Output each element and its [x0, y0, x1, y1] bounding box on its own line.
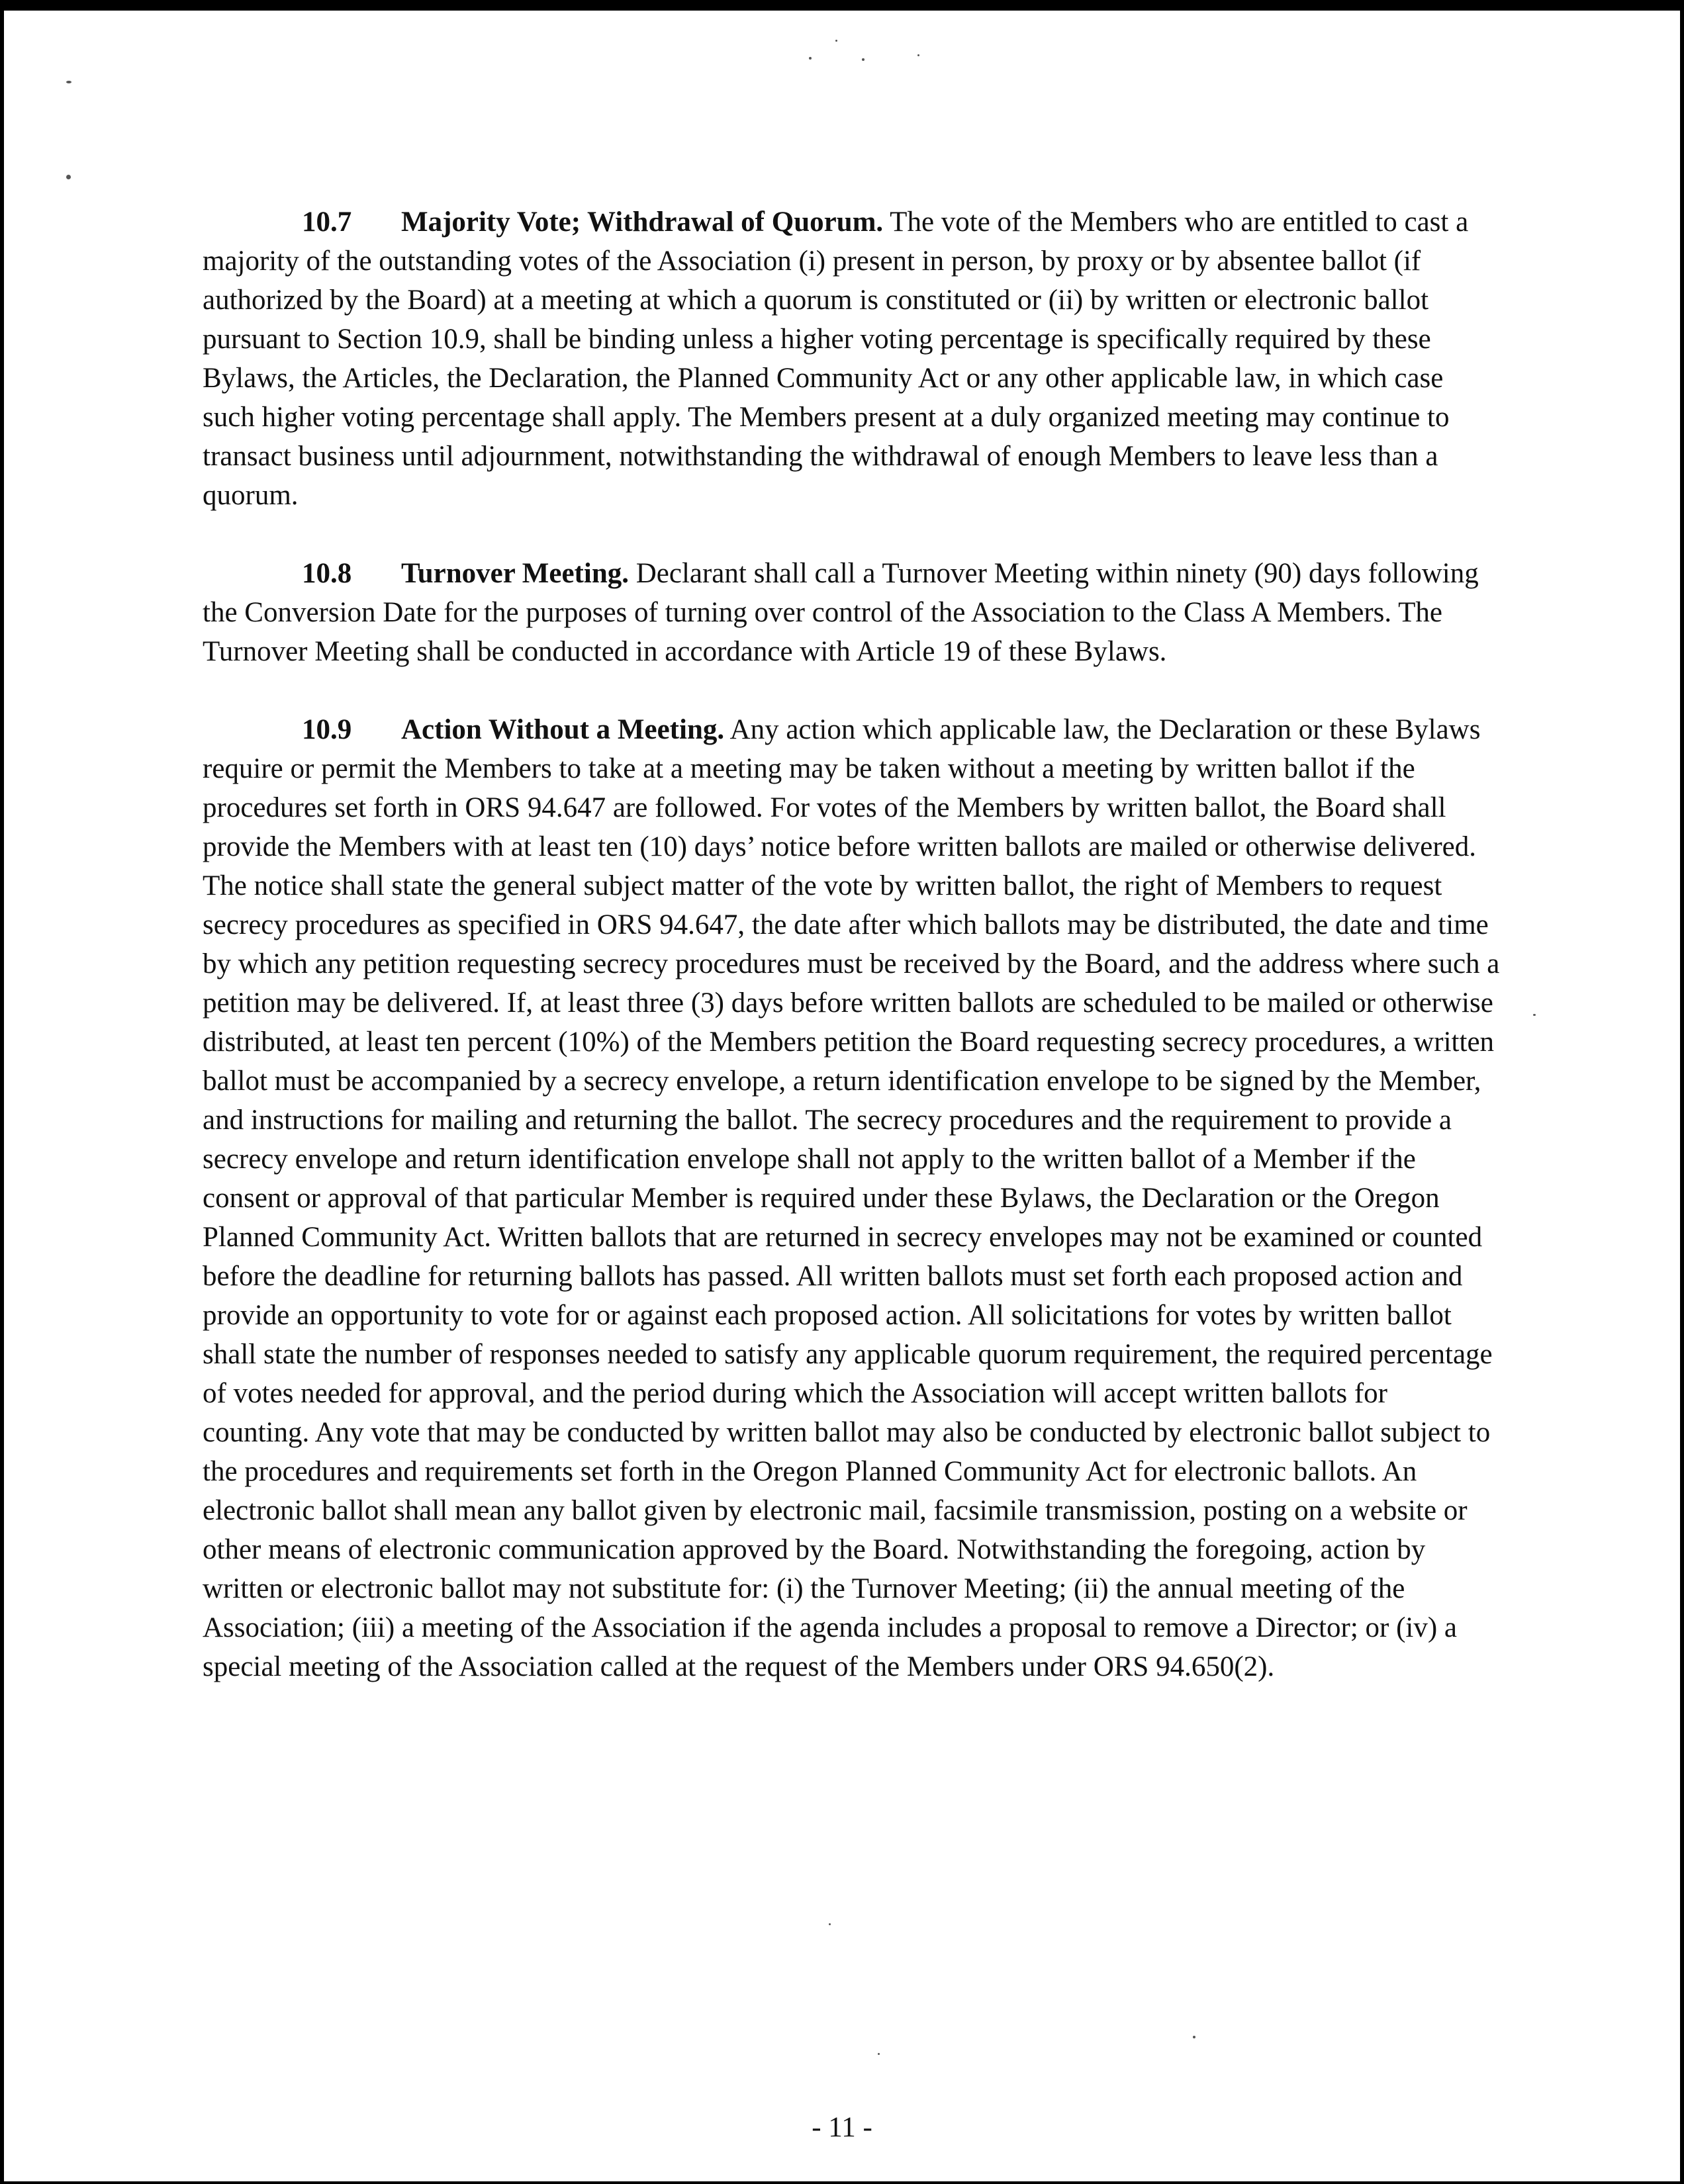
scan-speck: [835, 40, 837, 42]
section-number: 10.7: [302, 206, 352, 238]
scan-speck: [1533, 1014, 1536, 1016]
scan-border-right: [1680, 0, 1684, 2184]
section-10-9: [203, 710, 1500, 1686]
scan-speck: [66, 81, 71, 83]
scan-speck: [1193, 2036, 1195, 2038]
section-title: Turnover Meeting.: [401, 558, 629, 589]
section-body: The vote of the Members who are entitled to cast a majority of the outstanding votes of the Association (i) present in person, by proxy or by absentee ballot (if authorized by the Board) at a meeting at which a quorum is constituted or (ii) by written or electronic ballot pursuant to Section 10.9, shall be binding unless a higher voting percentage is specifically required by these Bylaws, the Articles, the Declaration, the Planned Community Act or any other applicable law, in which case such higher voting percentage shall apply. The Members present at a duly organized meeting may continue to transact business until adjournment, notwithstanding the withdrawal of enough Members to leave less than a quorum.: [203, 206, 1469, 511]
scan-speck: [66, 175, 71, 179]
section-number: 10.8: [302, 558, 352, 589]
scan-border-left: [0, 0, 4, 2184]
section-body: Declarant shall call a Turnover Meeting within ninety (90) days following the Conversion Date for the purposes of turning over control of the Association to the Class A Members. The Turnover Meeting shall be conducted in accordance with Article 19 of these Bylaws.: [203, 558, 1479, 667]
document-body: [203, 203, 1500, 1686]
scan-speck: [809, 57, 812, 60]
scan-border-top: [0, 0, 1684, 11]
scan-speck: [878, 2053, 880, 2055]
section-10-7: [203, 203, 1500, 515]
scan-border-bottom: [0, 2181, 1684, 2184]
section-title: Majority Vote; Withdrawal of Quorum.: [401, 206, 884, 238]
section-number: 10.9: [302, 714, 352, 745]
section-body: Any action which applicable law, the Declaration or these Bylaws require or permit the Members to take at a meeting may be taken without a meeting by written ballot if the procedures set forth in ORS 94.647 are followed. For votes of the Members by written ballot, the Board shall provide the Members with at least ten (10) days’ notice before written ballots are mailed or otherwise delivered. The notice shall state the general subject matter of the vote by written ballot, the right of Members to request secrecy procedures as specified in ORS 94.647, the date after which ballots may be distributed, the date and time by which any petition requesting secrecy procedures must be received by the Board, and the address where such a petition may be delivered. If, at least three (3) days before written ballots are scheduled to be mailed or otherwise distributed, at least ten percent (10%) of the Members petition the Board requesting secrecy procedures, a written ballot must be accompanied by a secrecy envelope, a return identification envelope to be signed by the Member, and instructions for mailing and returning the ballot. The secrecy procedures and the requirement to provide a secrecy envelope and return identification envelope shall not apply to the written ballot of a Member if the consent or approval of that particular Member is required under these Bylaws, the Declaration or the Oregon Planned Community Act. Written ballots that are returned in secrecy envelopes may not be examined or counted before the deadline for returning ballots has passed. All written ballots must set forth each proposed action and provide an opportunity to vote for or against each proposed action. All solicitations for votes by written ballot shall state the number of responses needed to satisfy any applicable quorum requirement, the required percentage of votes needed for approval, and the period during which the Association will accept written ballots for counting. Any vote that may be conducted by written ballot may also be conducted by electronic ballot subject to the procedures and requirements set forth in the Oregon Planned Community Act for electronic ballots. An electronic ballot shall mean any ballot given by electronic mail, facsimile transmission, posting on a website or other means of electronic communication approved by the Board. Notwithstanding the foregoing, action by written or electronic ballot may not substitute for: (i) the Turnover Meeting; (ii) the annual meeting of the Association; (iii) a meeting of the Association if the agenda includes a proposal to remove a Director; or (iv) a special meeting of the Association called at the request of the Members under ORS 94.650(2).: [203, 714, 1500, 1682]
scan-speck: [862, 58, 865, 61]
section-title: Action Without a Meeting.: [401, 714, 725, 745]
scan-speck: [917, 54, 919, 56]
page-number: - 11 -: [812, 2112, 872, 2143]
scan-speck: [829, 1923, 831, 1925]
section-10-8: [203, 554, 1500, 671]
